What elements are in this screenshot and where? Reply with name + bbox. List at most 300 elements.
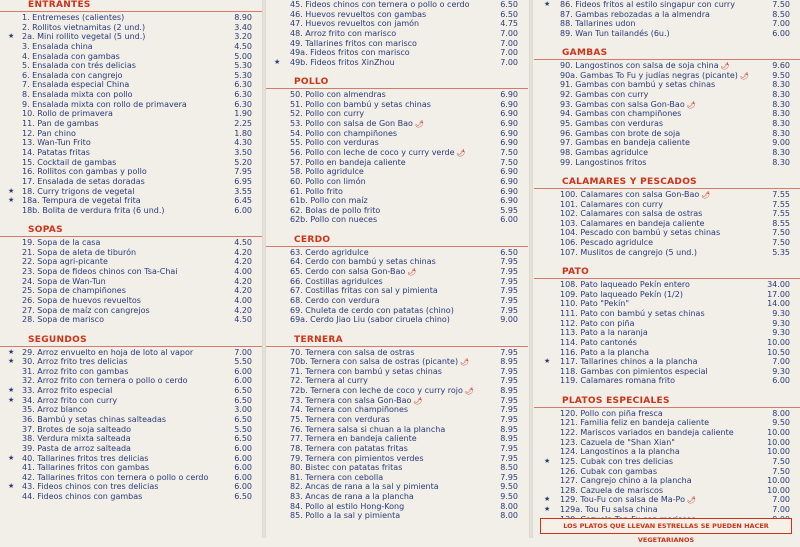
- menu-item: [534, 476, 800, 486]
- menu-item-name: [22, 23, 145, 33]
- vegetarian-star-icon: ★: [544, 456, 551, 465]
- spicy-chili-icon: 🌶: [687, 496, 696, 505]
- menu-item-name: [560, 200, 663, 210]
- menu-item-price: 8.50: [500, 463, 518, 473]
- menu-item-price: 7.95: [500, 267, 518, 277]
- menu-item-name: [560, 409, 663, 419]
- menu-item-name: [290, 257, 436, 267]
- menu-item: [534, 319, 800, 329]
- spicy-chili-icon: 🌶: [464, 387, 474, 396]
- menu-item-name-text: 81. Ternera con cebolla: [290, 472, 384, 482]
- menu-item: [0, 405, 262, 415]
- menu-item: [0, 482, 262, 492]
- menu-item-name-text: 82. Ancas de rana a la sal y pimienta: [290, 482, 439, 492]
- menu-item-price: 4.00: [234, 267, 252, 277]
- menu-item-price: 9.30: [772, 308, 790, 318]
- menu-item-name-text: 6. Ensalada con cangrejo: [22, 70, 123, 80]
- menu-item-name-text: 18b. Bolita de verdura frita (6 und.): [22, 205, 165, 215]
- menu-item-name-text: 49. Tallarines fritos con marisco: [290, 38, 417, 48]
- menu-item: [534, 148, 800, 158]
- menu-item-name: [290, 405, 408, 415]
- menu-item-name: [22, 357, 128, 367]
- menu-item-name: [22, 167, 147, 177]
- menu-item-name-text: 126. Cubak con gambas: [560, 466, 657, 476]
- menu-item: [534, 80, 800, 90]
- menu-item-price: 6.00: [772, 28, 790, 38]
- menu-item-name: [22, 119, 99, 129]
- spicy-chili-icon: 🌶: [413, 396, 423, 405]
- menu-item: [0, 306, 262, 316]
- menu-item: [534, 119, 800, 129]
- menu-item-name: [560, 0, 735, 10]
- menu-item: [534, 309, 800, 319]
- menu-item-price: 8.30: [772, 90, 790, 100]
- vegetarian-star-icon: ★: [544, 357, 551, 366]
- menu-item-name-text: 72. Ternera al curry: [290, 376, 368, 386]
- menu-item-name-text: 13. Wan-Tun Frito: [22, 138, 91, 148]
- menu-item: [534, 467, 800, 477]
- menu-item-name-text: 71. Ternera con bambú y setas chinas: [290, 366, 442, 376]
- menu-item-price: 8.30: [772, 119, 790, 129]
- section-spacer: [266, 225, 528, 235]
- menu-item: [266, 511, 528, 521]
- menu-item: [0, 177, 262, 187]
- menu-item: [266, 90, 528, 100]
- menu-item: [0, 473, 262, 483]
- menu-item-price: 7.95: [500, 305, 518, 315]
- menu-item-price: 10.00: [767, 427, 790, 437]
- menu-item: [0, 61, 262, 71]
- menu-item-name-text: 128. Cazuela de mariscos: [560, 485, 664, 495]
- menu-item-price: 5.20: [234, 157, 252, 167]
- menu-item-name-text: 3. Ensalada china: [22, 41, 93, 51]
- menu-item: [266, 177, 528, 187]
- menu-item-name-text: 61b. Pollo con maíz: [290, 196, 368, 206]
- menu-item-name-text: 68. Cerdo con verdura: [290, 295, 380, 305]
- menu-item: [266, 158, 528, 168]
- menu-item-price: 7.95: [500, 347, 518, 357]
- menu-item: [266, 0, 528, 10]
- menu-item-name-text: 70. Ternera con salsa de ostras: [290, 347, 415, 357]
- menu-item: [534, 61, 800, 71]
- menu-item-price: 6.00: [234, 453, 252, 463]
- menu-item: [534, 505, 800, 515]
- spicy-chili-icon: 🌶: [414, 120, 424, 129]
- menu-section: [266, 225, 528, 325]
- menu-item-name-text: 31. Arroz frito con gambas: [22, 366, 129, 376]
- menu-item: [266, 396, 528, 406]
- menu-item-name-text: 52. Pollo con curry: [290, 109, 365, 119]
- menu-item-name-text: 120. Pollo con piña fresca: [560, 408, 663, 418]
- menu-item: [266, 386, 528, 396]
- menu-item: [534, 209, 800, 219]
- menu-item-price: 6.90: [500, 128, 518, 138]
- menu-item-name: [560, 447, 680, 457]
- menu-item: [266, 444, 528, 454]
- menu-item-price: 4.20: [234, 276, 252, 286]
- menu-item-name: [290, 248, 369, 258]
- vegetarian-star-icon: ★: [544, 0, 551, 8]
- menu-item-name-text: 2a. Mini rollito vegetal (5 und.): [22, 32, 146, 42]
- menu-item: [266, 257, 528, 267]
- menu-item: [266, 215, 528, 225]
- menu-item: [534, 19, 800, 29]
- menu-item-name-text: 55. Pollo con verduras: [290, 138, 379, 148]
- section-title: POLLO: [266, 77, 528, 89]
- vegetarian-star-icon: ★: [8, 32, 15, 41]
- menu-item-name: [560, 19, 635, 29]
- menu-item: [266, 109, 528, 119]
- menu-item-name-text: 77. Ternera en bandeja caliente: [290, 434, 417, 444]
- menu-item-name: [290, 482, 439, 492]
- menu-item: [0, 315, 262, 325]
- menu-item-name-text: 21. Sopa de aleta de tiburón: [22, 247, 137, 257]
- menu-item-price: 7.50: [500, 157, 518, 167]
- menu-item-name-text: 84. Pollo al estilo Hong-Kong: [290, 501, 405, 511]
- menu-item: [534, 228, 800, 238]
- menu-item-price: 6.00: [500, 215, 518, 225]
- menu-section: [266, 67, 528, 225]
- menu-item-name: [22, 80, 129, 90]
- menu-item-name-text: 7. Ensalada especial China: [22, 80, 130, 90]
- menu-item-price: 6.00: [772, 376, 790, 386]
- menu-item-price: 9.50: [772, 70, 790, 80]
- menu-item-name: [560, 228, 720, 238]
- vegetarian-star-icon: ★: [8, 386, 15, 395]
- menu-item-price: 7.50: [772, 238, 790, 248]
- menu-item-price: 6.90: [500, 119, 518, 129]
- menu-item-price: 7.95: [500, 376, 518, 386]
- menu-item-name-text: 106. Pescado agridulce: [560, 238, 653, 248]
- menu-item-name: [290, 48, 410, 58]
- menu-item-price: 8.00: [772, 408, 790, 418]
- menu-item: [0, 415, 262, 425]
- menu-item: [0, 71, 262, 81]
- menu-section: [0, 0, 262, 215]
- menu-item: [0, 100, 262, 110]
- menu-item-name: [560, 280, 690, 290]
- menu-item-name-text: 121. Familia feliz en bandeja caliente: [560, 418, 710, 428]
- menu-item-price: 7.95: [500, 395, 518, 405]
- menu-item-name: [290, 473, 383, 483]
- menu-item-price: 1.90: [234, 109, 252, 119]
- menu-item-name: [560, 328, 648, 338]
- menu-item-name: [560, 418, 709, 428]
- menu-item: [266, 187, 528, 197]
- menu-item-name: [560, 90, 648, 100]
- menu-item-name: [560, 119, 663, 129]
- vegetarian-star-icon: ★: [8, 347, 15, 356]
- menu-item-price: 8.95: [500, 424, 518, 434]
- section-title: TERNERA: [266, 335, 528, 347]
- menu-item-price: 5.95: [500, 205, 518, 215]
- menu-item-name-text: 109. Pato laqueado Pekín (1/2): [560, 289, 683, 299]
- menu-item-price: 9.30: [772, 328, 790, 338]
- menu-item-price: 6.90: [500, 109, 518, 119]
- menu-item: [0, 277, 262, 287]
- menu-item-name-text: 22. Sopa agri-picante: [22, 257, 108, 267]
- menu-item-name-text: 48. Arroz frito con marisco: [290, 28, 397, 38]
- menu-item-name-text: 101. Calamares con curry: [560, 199, 663, 209]
- menu-item-name-text: 72b. Ternera con leche de coco y curry rojo: [290, 386, 463, 396]
- menu-item-price: 7.95: [500, 443, 518, 453]
- menu-item-price: 8.55: [772, 218, 790, 228]
- menu-item: [534, 109, 800, 119]
- menu-item: [266, 196, 528, 206]
- menu-item: [266, 248, 528, 258]
- menu-item-price: 6.50: [234, 414, 252, 424]
- menu-item: [0, 138, 262, 148]
- menu-item-name: [22, 148, 90, 158]
- menu-item-name-text: 63. Cerdo agridulce: [290, 247, 369, 257]
- menu-item: [534, 290, 800, 300]
- menu-item-price: 5.00: [234, 51, 252, 61]
- menu-item-name-text: 108. Pato laqueado Pekín entero: [560, 280, 690, 290]
- menu-item-name: [22, 277, 106, 287]
- section-spacer: [0, 325, 262, 335]
- menu-item-name: [290, 196, 368, 206]
- menu-item-price: 9.50: [500, 482, 518, 492]
- menu-item-name-text: 36. Bambú y setas chinas salteadas: [22, 414, 167, 424]
- menu-item-name-text: 80. Bistec con patatas fritas: [290, 463, 403, 473]
- menu-item-name: [290, 415, 390, 425]
- menu-item-name: [22, 100, 187, 110]
- menu-item: [534, 299, 800, 309]
- menu-item: [266, 415, 528, 425]
- menu-item-name-text: 43. Fideos chinos con tres delicias: [22, 482, 159, 492]
- menu-item-name: [22, 434, 131, 444]
- menu-item: [266, 492, 528, 502]
- menu-item-name: [560, 309, 705, 319]
- menu-item: [0, 444, 262, 454]
- menu-item: [534, 71, 800, 81]
- menu-item-name-text: 27. Sopa de maíz con cangrejos: [22, 305, 150, 315]
- spicy-chili-icon: 🌶: [739, 71, 749, 80]
- menu-item-name: [560, 209, 702, 219]
- vegetarian-star-icon: ★: [8, 482, 15, 491]
- menu-item-name: [290, 306, 454, 316]
- section-spacer: [266, 325, 528, 335]
- menu-item-name-text: 100. Calamares con salsa Gon-Bao: [560, 189, 700, 199]
- menu-item-price: 3.55: [234, 186, 252, 196]
- menu-item-name: [290, 167, 364, 177]
- menu-item-name-text: 53. Pollo con salsa de Gon Bao: [290, 119, 413, 129]
- menu-item: [266, 502, 528, 512]
- menu-item-price: 6.90: [500, 186, 518, 196]
- menu-item-name-text: 104. Pescado con bambú y setas chinas: [560, 228, 721, 238]
- menu-section: [534, 0, 800, 39]
- menu-item: [266, 296, 528, 306]
- menu-item-name-text: 1. Entremeses (calientes): [22, 13, 125, 22]
- menu-item-price: 8.30: [772, 109, 790, 119]
- menu-item-price: 7.95: [500, 405, 518, 415]
- menu-item: [534, 495, 800, 505]
- menu-item: [534, 138, 800, 148]
- menu-item-name: [22, 71, 123, 81]
- menu-item-name: [22, 367, 128, 377]
- menu-item-name: [290, 10, 426, 20]
- menu-item-name: [22, 32, 145, 42]
- menu-item-name: [22, 492, 142, 502]
- menu-item-price: 4.20: [234, 257, 252, 267]
- menu-item-name: [290, 58, 395, 68]
- menu-item-name: [560, 457, 673, 467]
- menu-item: [0, 396, 262, 406]
- menu-item: [266, 405, 528, 415]
- menu-item: [0, 454, 262, 464]
- menu-item: [0, 238, 262, 248]
- menu-section: [266, 0, 528, 67]
- menu-item-name-text: 107. Muslitos de cangrejo (5 und.): [560, 247, 698, 257]
- menu-item-name-text: 129. Tou-Fu con salsa de Ma-Po: [560, 495, 685, 505]
- menu-item-price: 6.90: [500, 196, 518, 206]
- menu-item-name: [560, 129, 680, 139]
- menu-item-price: 6.50: [500, 0, 518, 9]
- menu-item-name: [22, 425, 131, 435]
- menu-item-price: 6.50: [500, 9, 518, 19]
- menu-item-name-text: 95. Gambas con verduras: [560, 119, 664, 129]
- menu-item-name-text: 97. Gambas en bandeja caliente: [560, 138, 690, 148]
- menu-item: [0, 42, 262, 52]
- menu-item-name-text: 86. Fideos fritos al estilo singapur con curry: [560, 0, 735, 9]
- menu-item-price: 5.30: [234, 61, 252, 71]
- menu-item-name-text: 60. Pollo con limón: [290, 176, 366, 186]
- menu-item-name: [290, 109, 364, 119]
- menu-item: [534, 200, 800, 210]
- menu-item-name: [560, 299, 629, 309]
- menu-item-name-text: 23. Sopa de fideos chinos con Tsa-Chai: [22, 267, 178, 277]
- menu-item: [266, 348, 528, 358]
- menu-item-price: 10.00: [767, 337, 790, 347]
- menu-item-name-text: 8. Ensalada mixta con pollo: [22, 90, 133, 100]
- menu-item-name-text: 123. Cazuela de "Shan Xian": [560, 437, 675, 447]
- menu-item-name-text: 113. Pato a la naranja: [560, 328, 648, 338]
- menu-item-name-text: 117. Tallarines chinos a la plancha: [560, 357, 698, 367]
- menu-item-name: [22, 109, 113, 119]
- menu-item-name-text: 41. Tallarines fritos con gambas: [22, 463, 150, 473]
- menu-item-name: [290, 315, 450, 325]
- menu-item-name: [22, 257, 108, 267]
- menu-item-name-text: 118. Gambas con pimientos especial: [560, 366, 708, 376]
- menu-item-name-text: 74. Ternera con champiñones: [290, 405, 409, 415]
- menu-item-name: [22, 482, 158, 492]
- section-title: CERDO: [266, 235, 528, 247]
- menu-item-name-text: 119. Calamares romana frito: [560, 376, 675, 386]
- menu-item: [534, 10, 800, 20]
- menu-item-price: 9.50: [772, 418, 790, 428]
- menu-item: [266, 167, 528, 177]
- menu-item-name: [290, 502, 404, 512]
- menu-item-price: 9.50: [500, 492, 518, 502]
- menu-item: [534, 328, 800, 338]
- menu-item-name: [560, 438, 675, 448]
- menu-item-price: 6.00: [234, 472, 252, 482]
- menu-item-name: [290, 296, 380, 306]
- menu-item-name: [560, 219, 704, 229]
- menu-item-name: [22, 415, 166, 425]
- menu-item-name: [22, 454, 148, 464]
- menu-item-price: 8.95: [500, 434, 518, 444]
- menu-item: [0, 23, 262, 33]
- menu-item-price: 8.95: [500, 386, 518, 396]
- menu-item-name: [22, 61, 136, 71]
- menu-item-price: 6.90: [500, 90, 518, 100]
- menu-item: [0, 13, 262, 23]
- menu-item: [0, 492, 262, 502]
- menu-item-name: [560, 109, 681, 119]
- menu-item-price: 6.50: [234, 434, 252, 444]
- menu-item: [534, 190, 800, 200]
- menu-item: [0, 286, 262, 296]
- menu-item: [0, 463, 262, 473]
- vegetarian-star-icon: ★: [274, 57, 281, 66]
- section-title: SEGUNDOS: [0, 335, 262, 347]
- menu-item-name: [290, 138, 379, 148]
- menu-item-name: [290, 434, 417, 444]
- menu-item-name-text: 78. Ternera con patatas fritas: [290, 443, 408, 453]
- menu-item-name: [560, 10, 710, 20]
- menu-item-name: [22, 348, 193, 358]
- menu-item-name-text: 102. Calamares con salsa de ostras: [560, 209, 703, 219]
- menu-item-name-text: 19. Sopa de la casa: [22, 238, 101, 248]
- menu-item-name: [22, 405, 87, 415]
- menu-item-name: [290, 492, 414, 502]
- menu-item-price: 6.90: [500, 138, 518, 148]
- menu-item-price: 3.20: [234, 32, 252, 42]
- menu-item: [266, 206, 528, 216]
- menu-item-price: 9.60: [772, 61, 790, 71]
- spicy-chili-icon: 🌶: [701, 190, 711, 199]
- menu-section: [534, 257, 800, 386]
- menu-item: [0, 167, 262, 177]
- menu-item-name: [22, 196, 141, 206]
- menu-item-name-text: 129a. Tou Fu salsa china: [560, 505, 658, 515]
- menu-item-price: 7.95: [500, 366, 518, 376]
- menu-item-name-text: 26. Sopa de huevos revueltos: [22, 295, 141, 305]
- menu-item: [0, 386, 262, 396]
- menu-item-name-text: 127. Cangrejo chino a la plancha: [560, 476, 692, 486]
- menu-item-name: [290, 367, 442, 377]
- menu-item-name: [22, 90, 133, 100]
- section-title: ENTRANTES: [0, 0, 262, 12]
- menu-item-price: 4.20: [234, 305, 252, 315]
- menu-item-name: [290, 444, 408, 454]
- menu-section: [534, 167, 800, 257]
- menu-item: [534, 348, 800, 358]
- menu-item: [0, 196, 262, 206]
- menu-item-name: [22, 238, 100, 248]
- menu-item: [534, 428, 800, 438]
- menu-item-name-text: 69. Chuleta de cerdo con patatas (chino): [290, 305, 454, 315]
- menu-item-name-text: 70b. Ternera con salsa de ostras (picante): [290, 357, 459, 367]
- menu-item: [266, 473, 528, 483]
- menu-item-price: 7.00: [500, 28, 518, 38]
- menu-item: [266, 19, 528, 29]
- menu-item: [534, 338, 800, 348]
- menu-item-price: 7.00: [500, 48, 518, 58]
- vegetarian-star-icon: ★: [8, 186, 15, 195]
- menu-item: [534, 357, 800, 367]
- menu-item-name: [22, 386, 112, 396]
- menu-item-name-text: 14. Patatas fritas: [22, 147, 90, 157]
- menu-item-name-text: 93. Gambas con salsa Gon-Bao: [560, 99, 685, 109]
- menu-item-name: [22, 52, 120, 62]
- menu-item-name: [560, 476, 692, 486]
- menu-item-name-text: 62b. Pollo con nueces: [290, 215, 378, 225]
- menu-item-price: 10.00: [767, 485, 790, 495]
- menu-item-price: 6.00: [234, 482, 252, 492]
- menu-item: [0, 367, 262, 377]
